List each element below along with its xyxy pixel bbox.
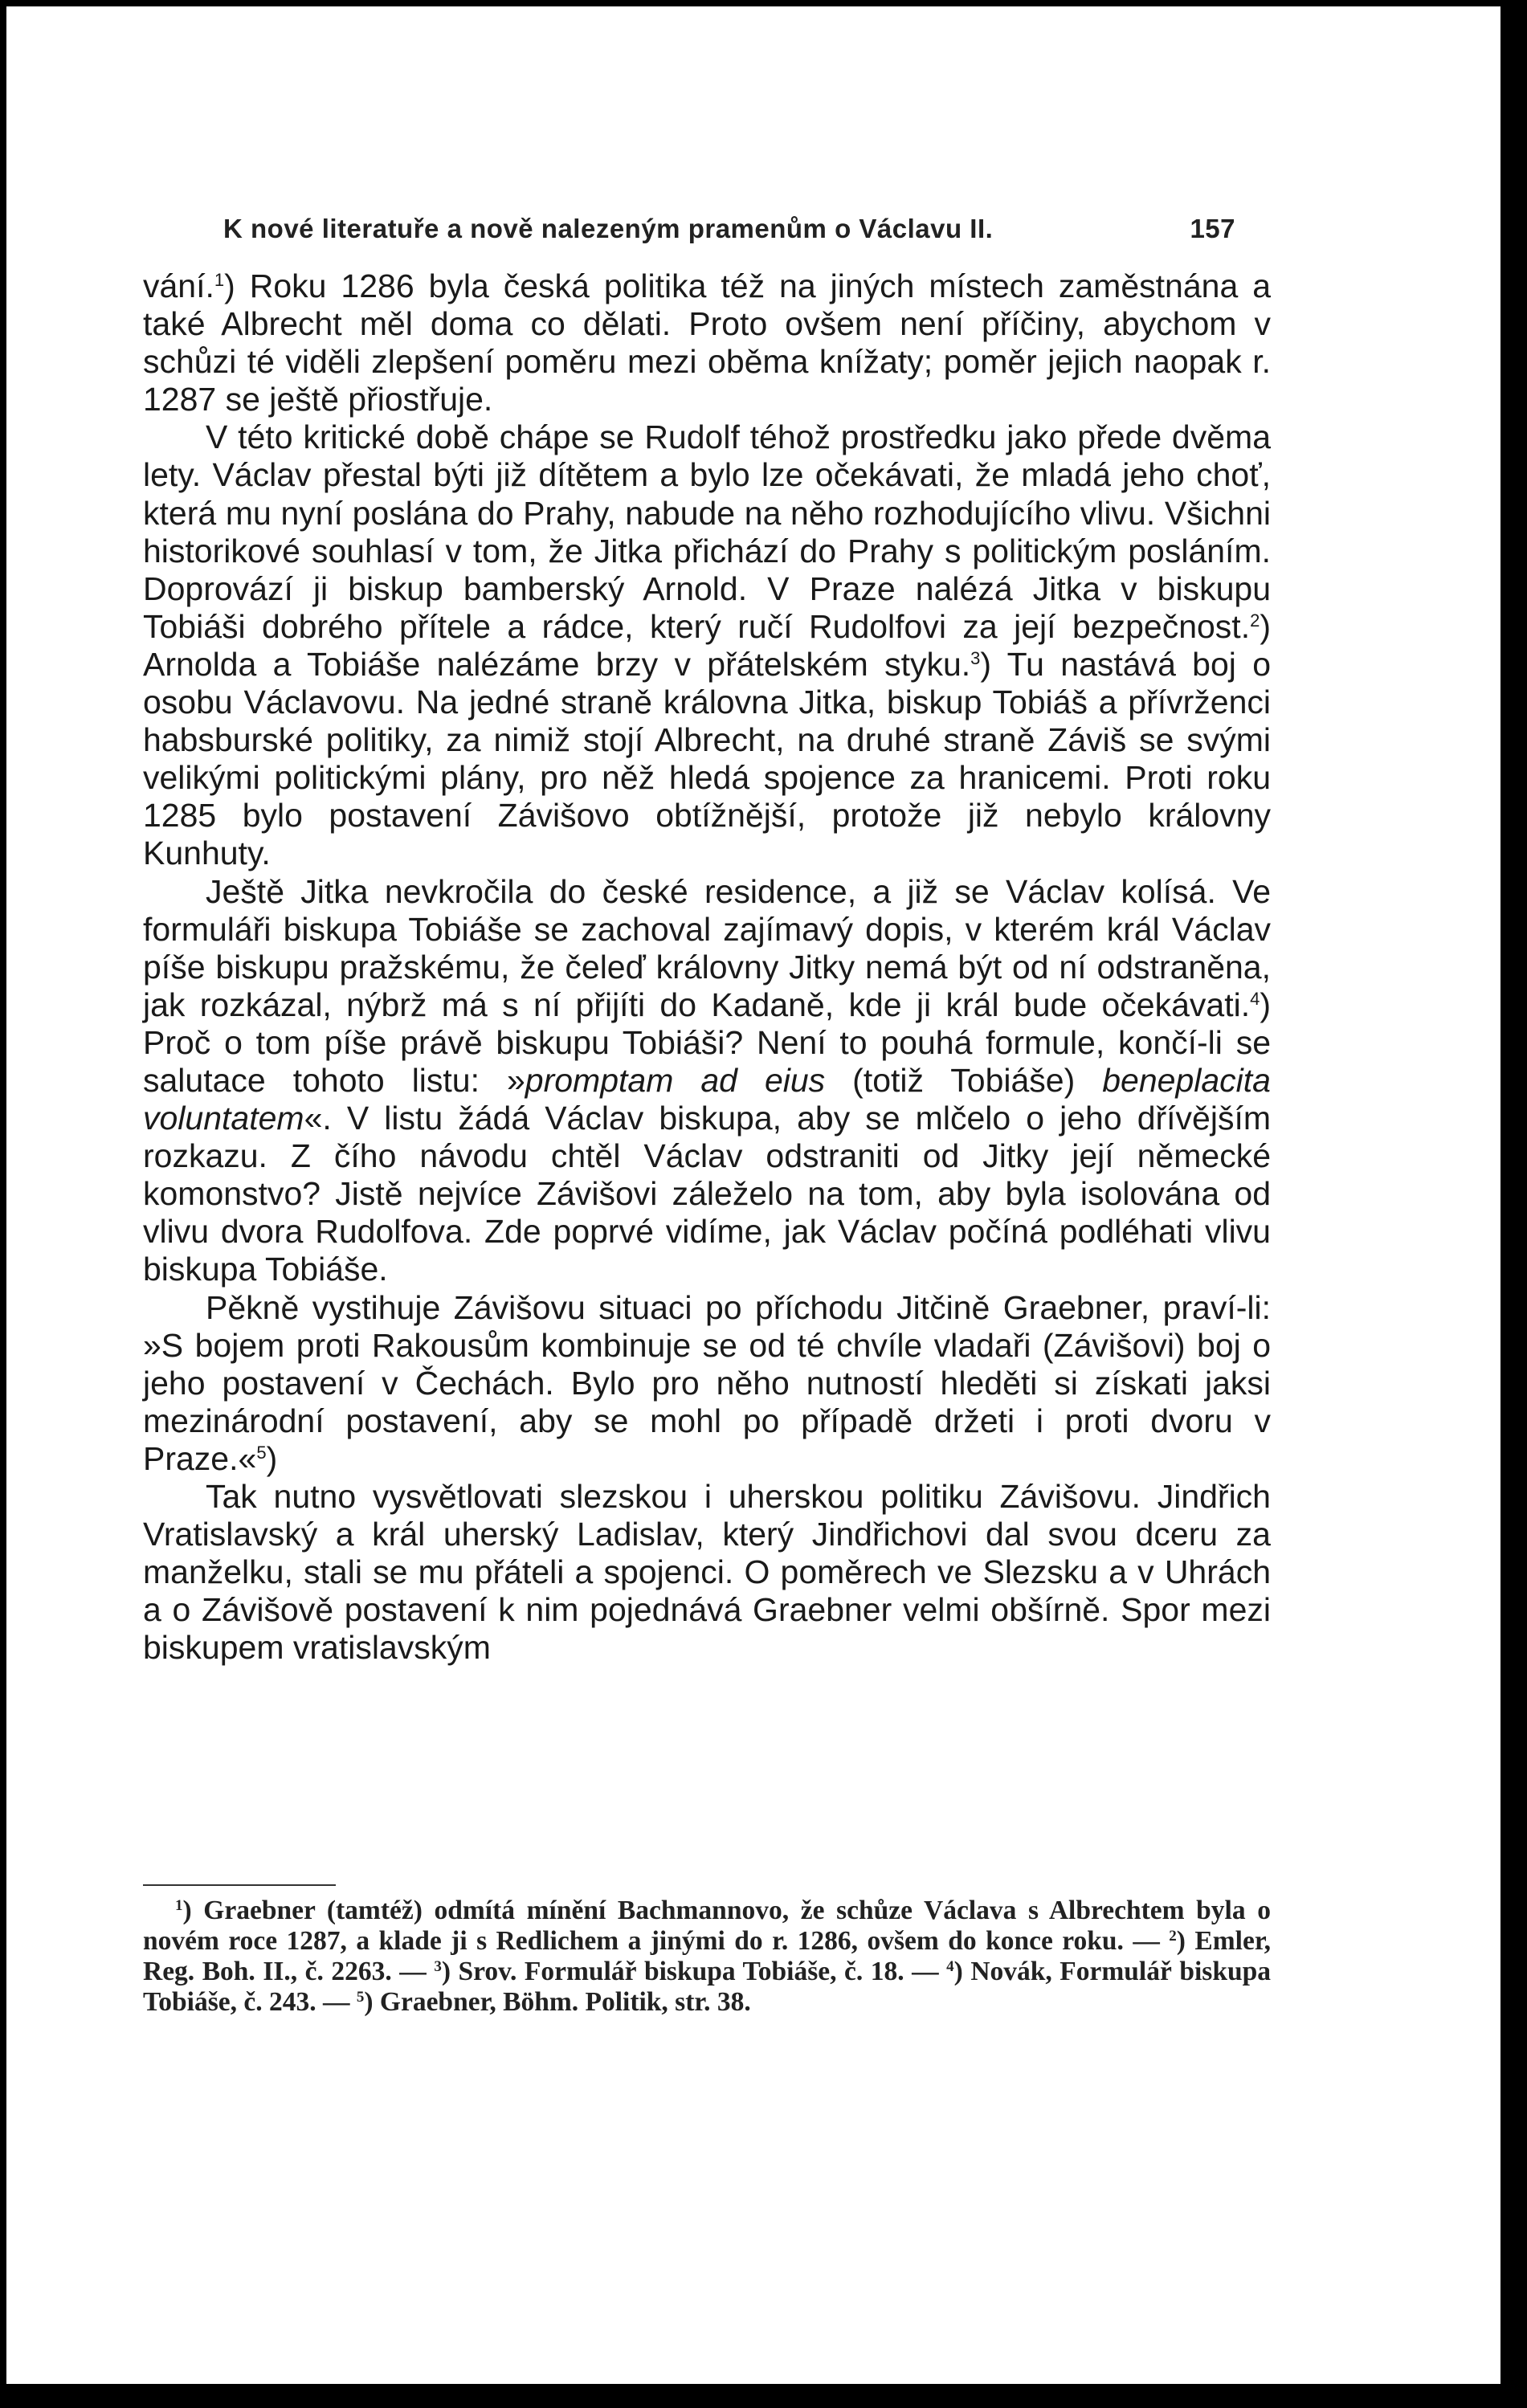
italic-text: promptam ad eius xyxy=(525,1061,826,1099)
text-run: ) Arnolda a Tobiáše nalézáme brzy v přátelském styku. xyxy=(143,607,1271,683)
text-run: vání. xyxy=(143,267,214,304)
page-number: 157 xyxy=(1190,214,1235,243)
text-run: Tak nutno vysvětlovati slezskou i uherskou politiku Závišovu. Jindřich Vratislavský a král uherský Ladislav, který Jindřichovi dal svou dceru za manželku, stali se mu přáteli a spojenci. O poměrech ve Slezsku a v Uhrách a o Závišově postavení k nim pojednává Graebner velmi obšírně. Spor mezi biskupem vratislavským xyxy=(143,1478,1271,1667)
footnote-ref: 1 xyxy=(175,1897,183,1914)
text-run: V této kritické době chápe se Rudolf téhož prostředku jako přede dvěma lety. Václav přestal býti již dítětem a bylo lze očekávati, že mladá jeho choť, která mu nyní poslána do Prahy, nabude na něho rozhodujícího vlivu. Všichni historikové souhlasí v tom, že Jitka přichází do Prahy s politickým posláním. Doprovází ji biskup bamberský Arnold. V Praze nalézá Jitka v biskupu Tobiáši dobrého přítele a rádce, který ručí Rudolfovi za její bezpečnost. xyxy=(143,418,1271,645)
text-run: ) Tu nastává boj o osobu Václavovu. Na jedné straně královna Jitka, biskup Tobiáš a přívrženci habsburské politiky, za nimiž stojí Albrecht, na druhé straně Záviš se svými velikými politickými plány, pro něž hledá spojence za hranicemi. Proti roku 1285 bylo postavení Závišovo obtížnější, protože již nebylo královny Kunhuty. xyxy=(143,645,1271,872)
text-run: ) Graebner, Böhm. Politik, str. 38. xyxy=(364,1987,751,2017)
footnote-ref: 1 xyxy=(214,270,225,290)
text-run: ) Emler, Reg. Boh. II., č. 2263. — xyxy=(143,1926,1271,1986)
paragraph xyxy=(143,873,1271,1289)
text-run: ) Novák, Formulář biskupa Tobiáše, č. 243. — xyxy=(143,1957,1271,2017)
footnote-divider xyxy=(143,1884,336,1886)
text-run: ) Proč o tom píše právě biskupu Tobiáši? Není to pouhá formule, končí-li se salutace tohoto listu: » xyxy=(143,986,1271,1099)
text-run: «. V listu žádá Václav biskupa, aby se mlčelo o jeho dřívějším rozkazu. Z čího návodu chtěl Václav odstraniti od Jitky její německé komonstvo? Jistě nejvíce Závišovi záleželo na tom, aby byla isolována od vlivu dvora Rudolfova. Zde poprvé vidíme, jak Václav počíná podléhati vlivu biskupa Tobiáše. xyxy=(143,1100,1271,1288)
text-run: ) Srov. Formulář biskupa Tobiáše, č. 18. — xyxy=(441,1957,947,1986)
text-run: Pěkně vystihuje Závišovu situaci po příchodu Jitčině Graebner, praví-li: »S bojem proti Rakousům kombinuje se od té chvíle vladaři (Závišovi) boj o jeho postavení v Čechách. Bylo pro něho nutností hleděti si získati jaksi mezinárodní postavení, aby se mohl po případě držeti i proti dvoru v Praze.« xyxy=(143,1288,1271,1477)
text-run: ) Graebner (tamtéž) odmítá mínění Bachmannovo, že schůze Václava s Albrechtem byla o novém roce 1287, a klade ji s Redlichem a jinými do r. 1286, ovšem do konce roku. — xyxy=(143,1896,1271,1956)
footnote-ref: 2 xyxy=(1250,610,1260,631)
paragraph xyxy=(143,267,1271,418)
paragraph xyxy=(143,418,1271,872)
text-run: ) xyxy=(266,1439,278,1477)
italic-text: beneplacita voluntatem xyxy=(143,1061,1271,1137)
footnote-ref: 5 xyxy=(256,1442,267,1463)
footnote-ref: 5 xyxy=(356,1989,365,2006)
footnote-ref: 2 xyxy=(1169,1928,1177,1945)
text-run: ) Roku 1286 byla česká politika též na jiných místech zaměstnána a také Albrecht měl doma co dělati. Proto ovšem není příčiny, abychom v schůzi té viděli zlepšení poměru mezi oběma knížaty; poměr jejich naopak r. 1287 se ještě přiostřuje. xyxy=(143,267,1271,418)
footnote-ref: 4 xyxy=(1250,988,1260,1009)
book-page xyxy=(6,6,1500,2384)
main-text xyxy=(143,267,1271,1667)
paragraph xyxy=(143,1478,1271,1667)
text-run: Ještě Jitka nevkročila do české residence, a již se Václav kolísá. Ve formuláři biskupa Tobiáše se zachoval zajímavý dopis, v kterém král Václav píše biskupu pražskému, že čeleď královny Jitky nemá být od ní odstraněna, jak rozkázal, nýbrž má s ní přijíti do Kadaně, kde ji král bude očekávati. xyxy=(143,872,1271,1023)
header-title: K nové literatuře a nově nalezeným pramenům o Václavu II. xyxy=(223,214,994,243)
text-run: (totiž Tobiáše) xyxy=(825,1061,1103,1099)
footnote xyxy=(143,1896,1271,2018)
footnote-ref: 3 xyxy=(434,1958,442,1975)
footnotes xyxy=(143,1896,1271,2018)
running-header xyxy=(223,214,1235,244)
footnote-ref: 3 xyxy=(970,647,981,668)
footnote-ref: 4 xyxy=(946,1958,954,1975)
paragraph xyxy=(143,1289,1271,1478)
